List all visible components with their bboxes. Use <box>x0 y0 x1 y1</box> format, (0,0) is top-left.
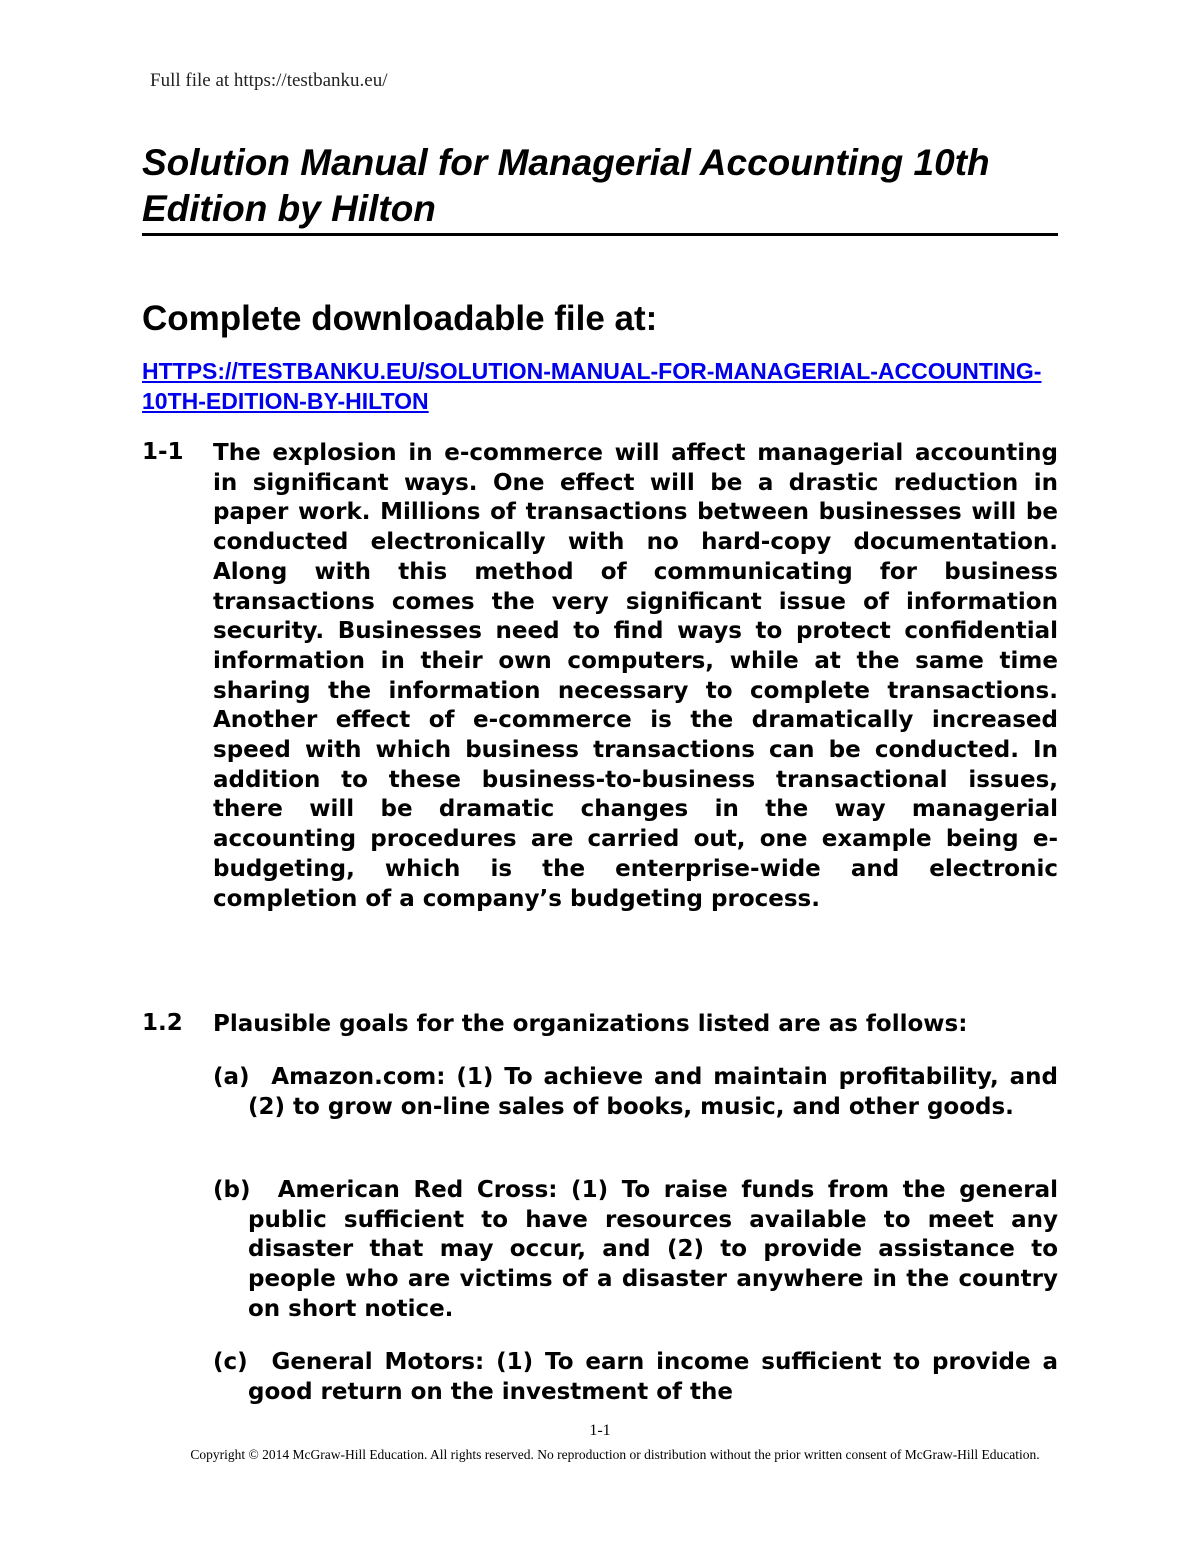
sub-item-label: (b) <box>213 1177 251 1203</box>
document-title: Solution Manual for Managerial Accounting 10th Edition by Hilton <box>142 142 990 229</box>
item-number: 1-1 <box>142 439 184 465</box>
item-number: 1.2 <box>142 1010 183 1036</box>
item-text: Plausible goals for the organizations listed are as follows: <box>213 1011 968 1037</box>
sub-item-body: American Red Cross: (1) To raise funds from the general public sufficient to have resources available to meet any disaster that may occur, and (2) to provide assistance to people who are victims of a disaster anywhere in the country on short notice. <box>248 1177 1059 1322</box>
sub-item-a <box>213 1063 1058 1122</box>
sub-item-body: Amazon.com: (1) To achieve and maintain profitability, and (2) to grow on-line sales of books, music, and other goods. <box>248 1064 1059 1120</box>
copyright-notice: Copyright © 2014 McGraw-Hill Education. All rights reserved. No reproduction or distribution without the prior written consent of McGraw-Hill Education. <box>190 1447 1040 1462</box>
sub-item-b <box>213 1176 1058 1325</box>
sub-item-label: (a) <box>213 1064 250 1090</box>
page-number: 1-1 <box>589 1422 611 1439</box>
sub-item-text <box>213 1176 1058 1325</box>
sub-item-text <box>213 1348 1058 1407</box>
item-text: The explosion in e-commerce will affect managerial accounting in significant ways. One effect will be a drastic reduction in paper work. Millions of transactions between businesses will be conducted electronically with no hard-copy documentation. Along with this method of communicating for business transactions comes the very significant issue of information security. Businesses need to find ways to protect confidential information in their own computers, while at the same time sharing the information necessary to complete transactions. Another effect of e-commerce is the dramatically increased speed with which business transactions can be conducted. In addition to these business-to-business transactional issues, there will be dramatic changes in the way managerial accounting procedures are carried out, one example being e-budgeting, which is the enterprise-wide and electronic completion of a company’s budgeting process. <box>213 440 1058 912</box>
sub-item-c <box>213 1348 1058 1407</box>
sub-item-text <box>213 1063 1058 1122</box>
sub-item-body: General Motors: (1) To earn income sufficient to provide a good return on the investment of the <box>248 1349 1058 1405</box>
sub-item-label: (c) <box>213 1349 248 1375</box>
download-heading: Complete downloadable file at: <box>142 299 658 338</box>
download-link[interactable]: HTTPS://TESTBANKU.EU/SOLUTION-MANUAL-FOR-MANAGERIAL-ACCOUNTING-10TH-EDITION-BY-HILTON <box>142 358 1042 414</box>
title-divider <box>142 233 1058 236</box>
answer-item-1-1 <box>142 439 1058 914</box>
answer-item-1-2 <box>142 1010 1058 1040</box>
header-source-note: Full file at https://testbanku.eu/ <box>150 70 388 91</box>
